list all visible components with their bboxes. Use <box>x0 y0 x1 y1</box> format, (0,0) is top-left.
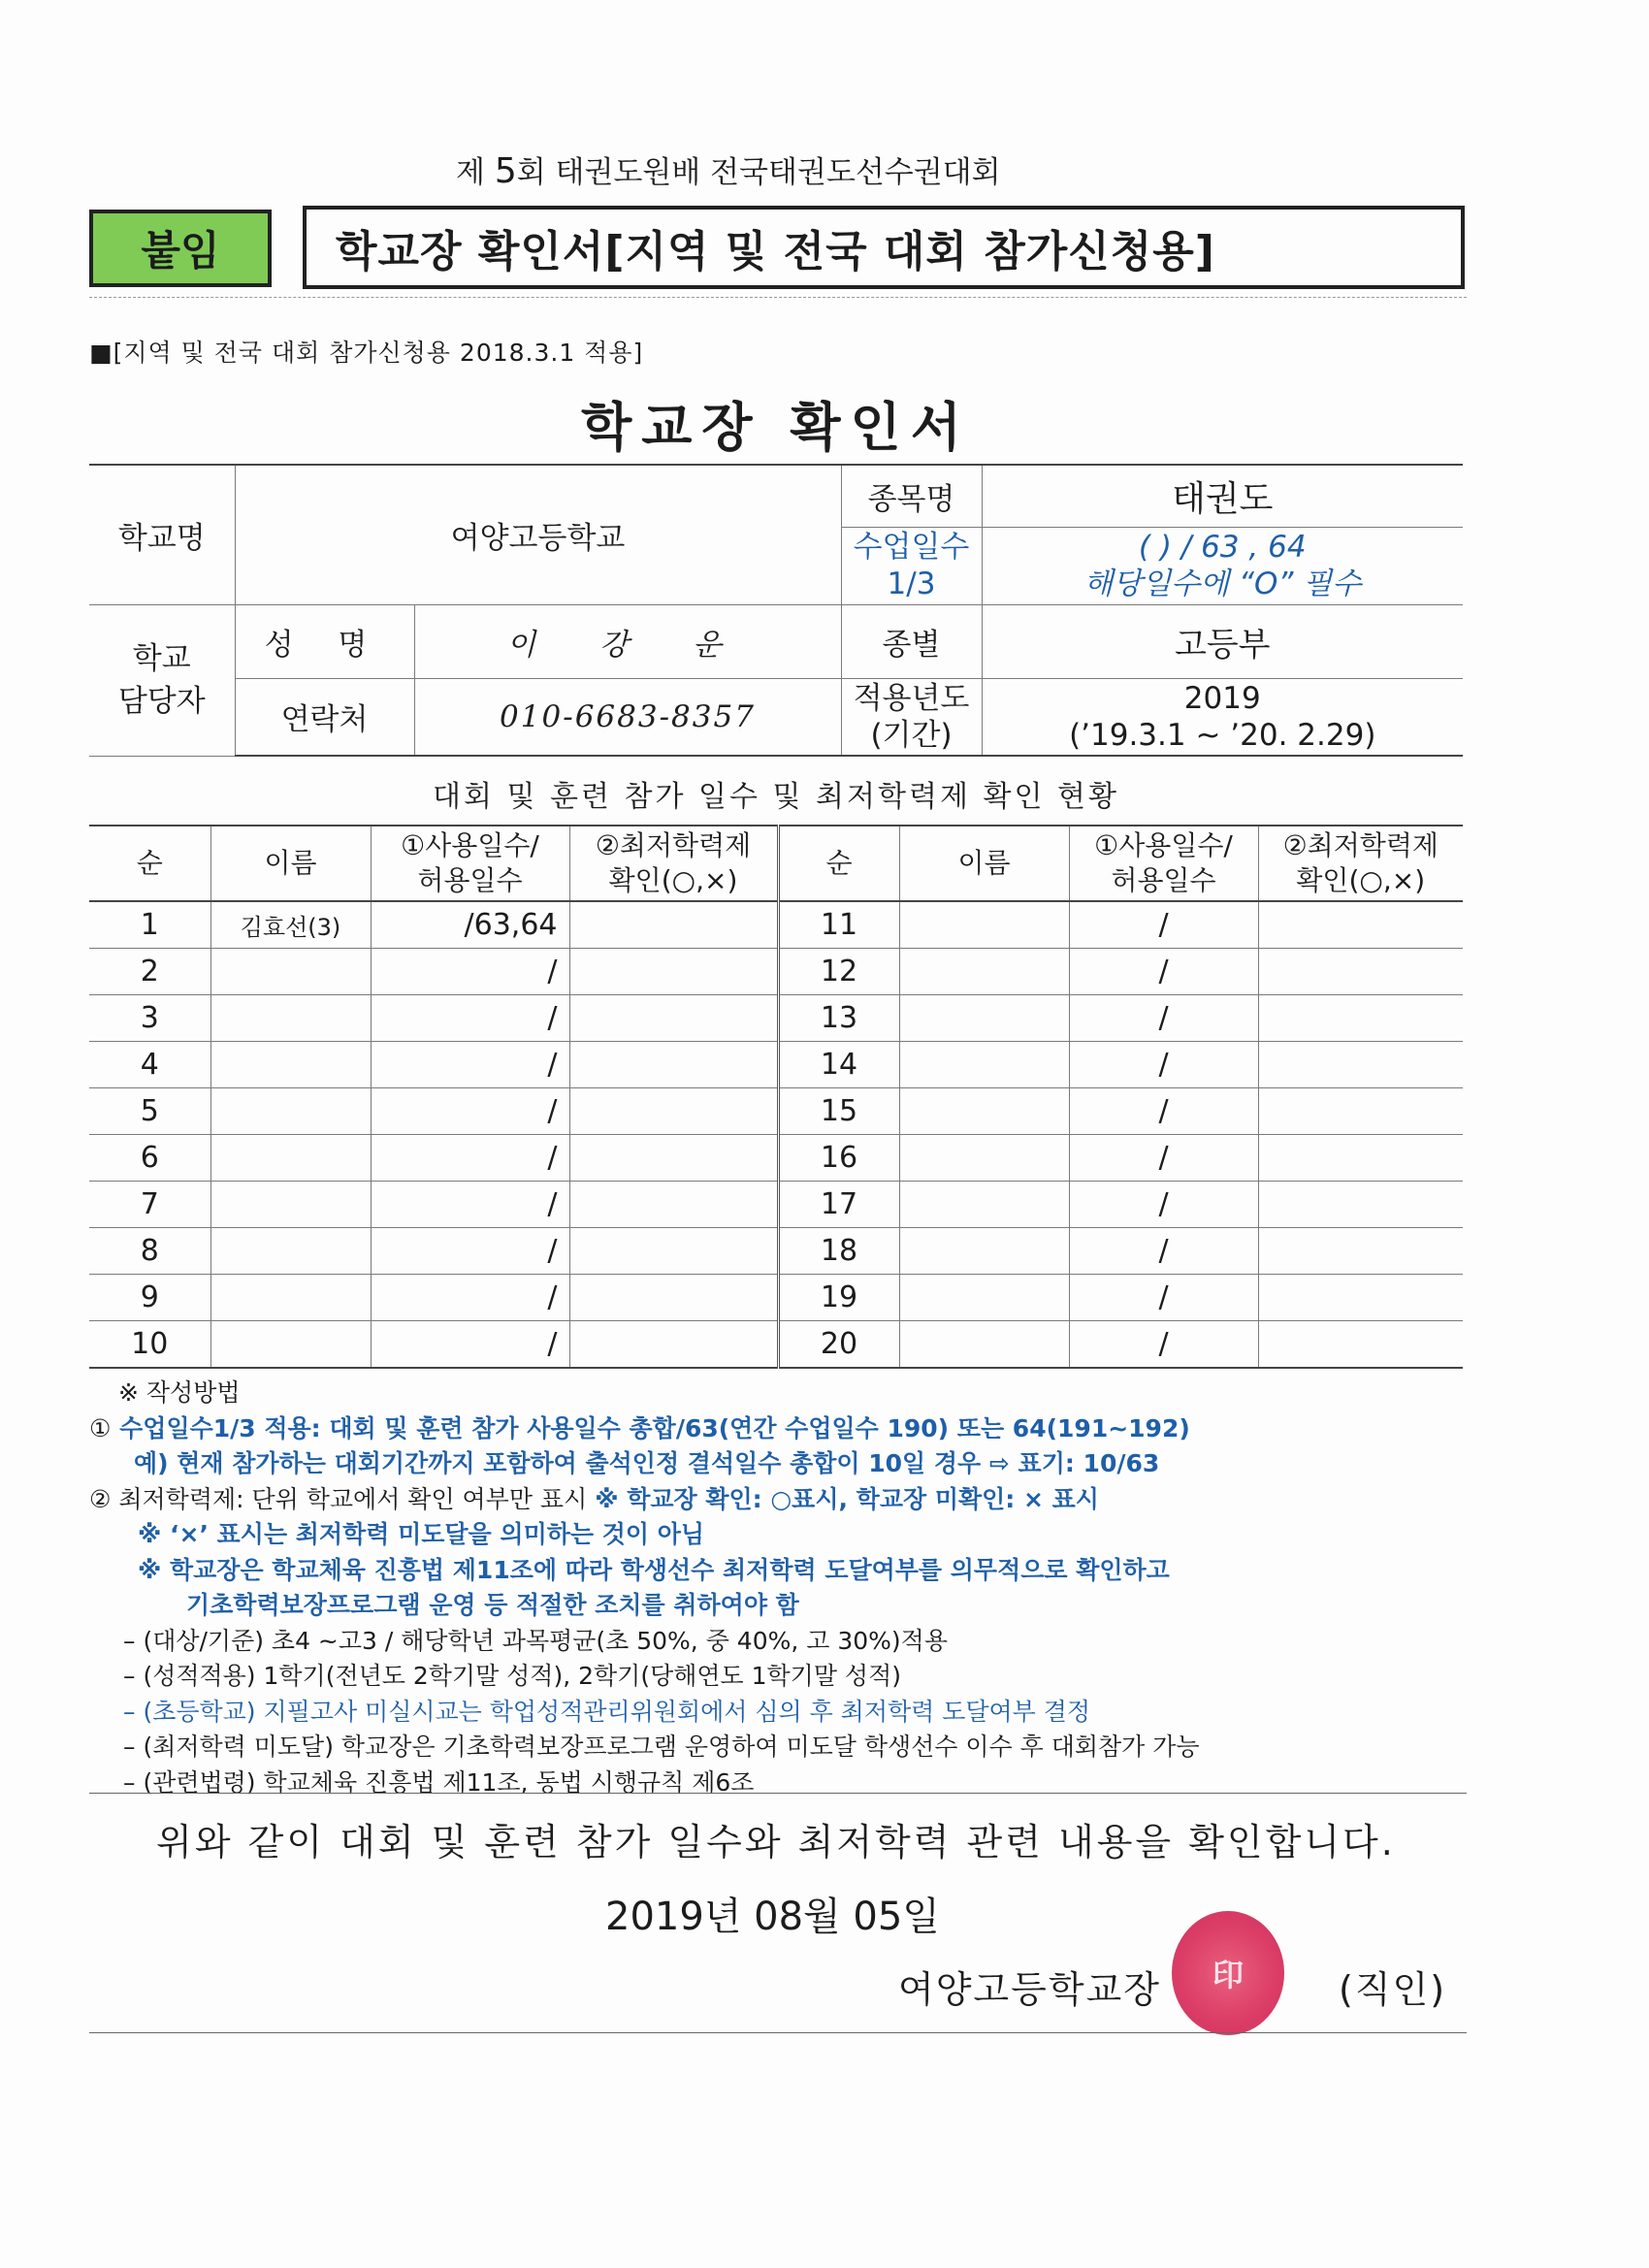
event-value: 태권도 <box>982 465 1463 527</box>
row-name <box>899 949 1069 995</box>
row-name <box>899 1321 1069 1369</box>
note-3: ※ ‘×’ 표시는 최저학력 미도달을 의미하는 것이 아님 <box>138 1520 705 1548</box>
note-dash-5: – (관련법령) 학교체육 진흥법 제11조, 동법 시행규칙 제6조 <box>123 1767 755 1797</box>
year-period: (’19.3.1 ~ ’20. 2.29) <box>1069 717 1376 753</box>
note-1-b: 예) 현재 참가하는 대회기간까지 포함하여 출석인정 결석일수 총합이 10일 경우 ⇨ 표기: 10/63 <box>134 1449 1160 1477</box>
row-no: 17 <box>778 1182 899 1228</box>
note-1-num: ① <box>89 1413 112 1442</box>
year-value: 2019 <box>1183 680 1261 716</box>
row-no: 15 <box>778 1088 899 1135</box>
notes-heading: ※ 작성방법 <box>118 1378 241 1407</box>
note-dash-2: – (성적적용) 1학기(전년도 2학기말 성적), 2학기(당해연도 1학기말 성적) <box>123 1662 901 1690</box>
row-no: 14 <box>778 1042 899 1088</box>
row-used-days: / <box>1069 1275 1258 1321</box>
staff-label-2: 담당자 <box>117 684 206 719</box>
event-label: 종목명 <box>841 465 982 527</box>
table-row <box>89 1042 1463 1088</box>
row-min-check <box>569 1275 778 1321</box>
attachment-tag: 붙임 <box>89 210 272 287</box>
col-min-1: ②최저학력제 <box>1282 829 1439 861</box>
row-name <box>899 1275 1069 1321</box>
row-name <box>210 1182 371 1228</box>
row-min-check <box>1258 901 1463 949</box>
col-name: 이름 <box>210 826 371 901</box>
row-no: 6 <box>89 1135 210 1182</box>
row-used-days: / <box>1069 1321 1258 1369</box>
col-used-2: 허용일수 <box>1111 864 1216 896</box>
row-used-days: / <box>371 1042 569 1088</box>
row-no: 20 <box>778 1321 899 1369</box>
row-no: 12 <box>778 949 899 995</box>
row-name: 김효선(3) <box>210 901 371 949</box>
category-value: 고등부 <box>982 604 1463 678</box>
col-no: 순 <box>778 826 899 901</box>
row-used-days: / <box>371 995 569 1042</box>
row-min-check <box>1258 1228 1463 1275</box>
row-no: 9 <box>89 1275 210 1321</box>
row-name <box>899 1135 1069 1182</box>
staff-label-1: 학교 <box>132 641 191 676</box>
row-used-days: / <box>1069 901 1258 949</box>
contact-label: 연락처 <box>235 678 414 756</box>
row-min-check <box>569 1135 778 1182</box>
col-min-2: 확인(○,×) <box>608 864 738 896</box>
class-days-note: 해당일수에 “O” 필수 <box>1083 567 1362 601</box>
instructions <box>89 1376 1486 1800</box>
row-used-days: / <box>1069 1182 1258 1228</box>
col-min-1: ②최저학력제 <box>595 829 752 861</box>
row-name <box>899 1042 1069 1088</box>
row-no: 8 <box>89 1228 210 1275</box>
row-no: 5 <box>89 1088 210 1135</box>
col-no: 순 <box>89 826 210 901</box>
row-name <box>899 1182 1069 1228</box>
row-name <box>899 901 1069 949</box>
row-name <box>899 995 1069 1042</box>
row-used-days: / <box>371 1321 569 1369</box>
table-row <box>89 901 1463 949</box>
row-used-days: / <box>371 1228 569 1275</box>
principal-title: 여양고등학교장 <box>898 1968 1161 2011</box>
official-seal <box>1172 1911 1284 2035</box>
note-4-a: ※ 학교장은 학교체육 진흥법 제11조에 따라 학생선수 최저학력 도달여부를 의무적으로 확인하고 <box>138 1555 1170 1584</box>
name-label: 성 명 <box>235 604 414 678</box>
row-min-check <box>1258 1321 1463 1369</box>
row-min-check <box>569 1321 778 1369</box>
row-used-days: / <box>371 949 569 995</box>
row-min-check <box>569 1042 778 1088</box>
row-min-check <box>569 1088 778 1135</box>
note-4-b: 기초학력보장프로그램 운영 등 적절한 조치를 취하여야 함 <box>186 1591 799 1619</box>
table-row <box>89 1135 1463 1182</box>
row-name <box>210 1228 371 1275</box>
col-min-2: 확인(○,×) <box>1296 864 1426 896</box>
row-no: 3 <box>89 995 210 1042</box>
col-name: 이름 <box>899 826 1069 901</box>
row-min-check <box>569 995 778 1042</box>
table-row <box>89 1275 1463 1321</box>
note-dash-1: – (대상/기준) 초4 ~고3 / 해당학년 과목평균(초 50%, 중 40%, 고 30%)적용 <box>123 1626 948 1655</box>
note-2-a: 최저학력제: 단위 학교에서 확인 여부만 표시 <box>118 1484 588 1513</box>
note-2-num: ② <box>89 1484 112 1513</box>
category-label: 종별 <box>841 604 982 678</box>
rule-line: ■[지역 및 전국 대회 참가신청용 2018.3.1 적용] <box>89 339 644 367</box>
row-no: 16 <box>778 1135 899 1182</box>
row-min-check <box>1258 1088 1463 1135</box>
row-no: 18 <box>778 1228 899 1275</box>
header-title: 학교장 확인서[지역 및 전국 대회 참가신청용] <box>303 206 1465 289</box>
class-days-ratio: 1/3 <box>887 567 936 601</box>
row-min-check <box>569 901 778 949</box>
divider <box>89 297 1467 298</box>
staff-name: 이 강 운 <box>414 604 841 678</box>
row-name <box>210 1321 371 1369</box>
note-dash-4: – (최저학력 미도달) 학교장은 기초학력보장프로그램 운영하여 미도달 학생선수 이수 후 대회참가 가능 <box>123 1733 1200 1761</box>
table-row <box>89 1228 1463 1275</box>
info-table <box>89 464 1463 757</box>
row-no: 13 <box>778 995 899 1042</box>
row-used-days: / <box>1069 949 1258 995</box>
note-2-b: ※ 학교장 확인: ○표시, 학교장 미확인: × 표시 <box>595 1484 1099 1513</box>
row-used-days: / <box>1069 1135 1258 1182</box>
row-name <box>899 1228 1069 1275</box>
contact-value: 010-6683-8357 <box>414 678 841 756</box>
col-used-1: ①사용일수/ <box>401 829 539 861</box>
row-name <box>210 995 371 1042</box>
row-no: 2 <box>89 949 210 995</box>
row-min-check <box>1258 949 1463 995</box>
row-no: 7 <box>89 1182 210 1228</box>
year-label-1: 적용년도 <box>853 680 970 716</box>
class-days-value: ( ) / 63 , 64 <box>1138 530 1307 565</box>
row-no: 4 <box>89 1042 210 1088</box>
table-row <box>89 1321 1463 1369</box>
row-no: 19 <box>778 1275 899 1321</box>
table-row <box>89 995 1463 1042</box>
row-used-days: / <box>371 1182 569 1228</box>
table-row <box>89 1182 1463 1228</box>
stamp-label: (직인) <box>1339 1968 1447 2011</box>
row-min-check <box>1258 1275 1463 1321</box>
col-used-1: ①사용일수/ <box>1094 829 1233 861</box>
event-number: 5 <box>494 151 517 191</box>
row-name <box>210 949 371 995</box>
date: 2019년 08월 05일 <box>605 1895 940 1939</box>
section-title: 대회 및 훈련 참가 일수 및 최저학력제 확인 현황 <box>433 780 1119 814</box>
note-1-a: 수업일수1/3 적용: 대회 및 훈련 참가 사용일수 총합/63(연간 수업일수 190) 또는 64(191~192) <box>119 1413 1190 1442</box>
table-row <box>89 1088 1463 1135</box>
row-name <box>210 1135 371 1182</box>
row-no: 1 <box>89 901 210 949</box>
row-min-check <box>569 1182 778 1228</box>
row-min-check <box>1258 1182 1463 1228</box>
divider <box>89 2032 1467 2033</box>
row-name <box>210 1042 371 1088</box>
row-min-check <box>569 1228 778 1275</box>
divider <box>89 1793 1467 1794</box>
row-min-check <box>1258 995 1463 1042</box>
school-name: 여양고등학교 <box>235 465 841 604</box>
row-used-days: /63,64 <box>371 901 569 949</box>
col-used-2: 허용일수 <box>417 864 523 896</box>
row-min-check <box>1258 1135 1463 1182</box>
seal-text: 印 <box>1212 1957 1244 1993</box>
note-dash-3: – (초등학교) 지필고사 미실시교는 학업성적관리위원회에서 심의 후 최저학력 도달여부 결정 <box>123 1697 1091 1726</box>
row-no: 10 <box>89 1321 210 1369</box>
table-row <box>89 949 1463 995</box>
page-title: 학교장 확인서 <box>581 397 971 458</box>
row-used-days: / <box>1069 995 1258 1042</box>
row-name <box>899 1088 1069 1135</box>
row-used-days: / <box>1069 1228 1258 1275</box>
row-used-days: / <box>1069 1088 1258 1135</box>
row-used-days: / <box>371 1275 569 1321</box>
row-no: 11 <box>778 901 899 949</box>
row-min-check <box>569 949 778 995</box>
event-title: 제 5회 태권도원배 전국태권도선수권대회 <box>456 151 1001 191</box>
row-used-days: / <box>371 1088 569 1135</box>
year-label-2: (기간) <box>870 717 953 753</box>
row-min-check <box>1258 1042 1463 1088</box>
confirm-statement: 위와 같이 대회 및 훈련 참가 일수와 최저학력 관련 내용을 확인합니다. <box>156 1821 1396 1863</box>
row-used-days: / <box>1069 1042 1258 1088</box>
school-label: 학교명 <box>89 465 235 604</box>
row-name <box>210 1088 371 1135</box>
class-days-label: 수업일수 <box>853 530 970 565</box>
row-name <box>210 1275 371 1321</box>
roster-table <box>89 825 1463 1369</box>
row-used-days: / <box>371 1135 569 1182</box>
